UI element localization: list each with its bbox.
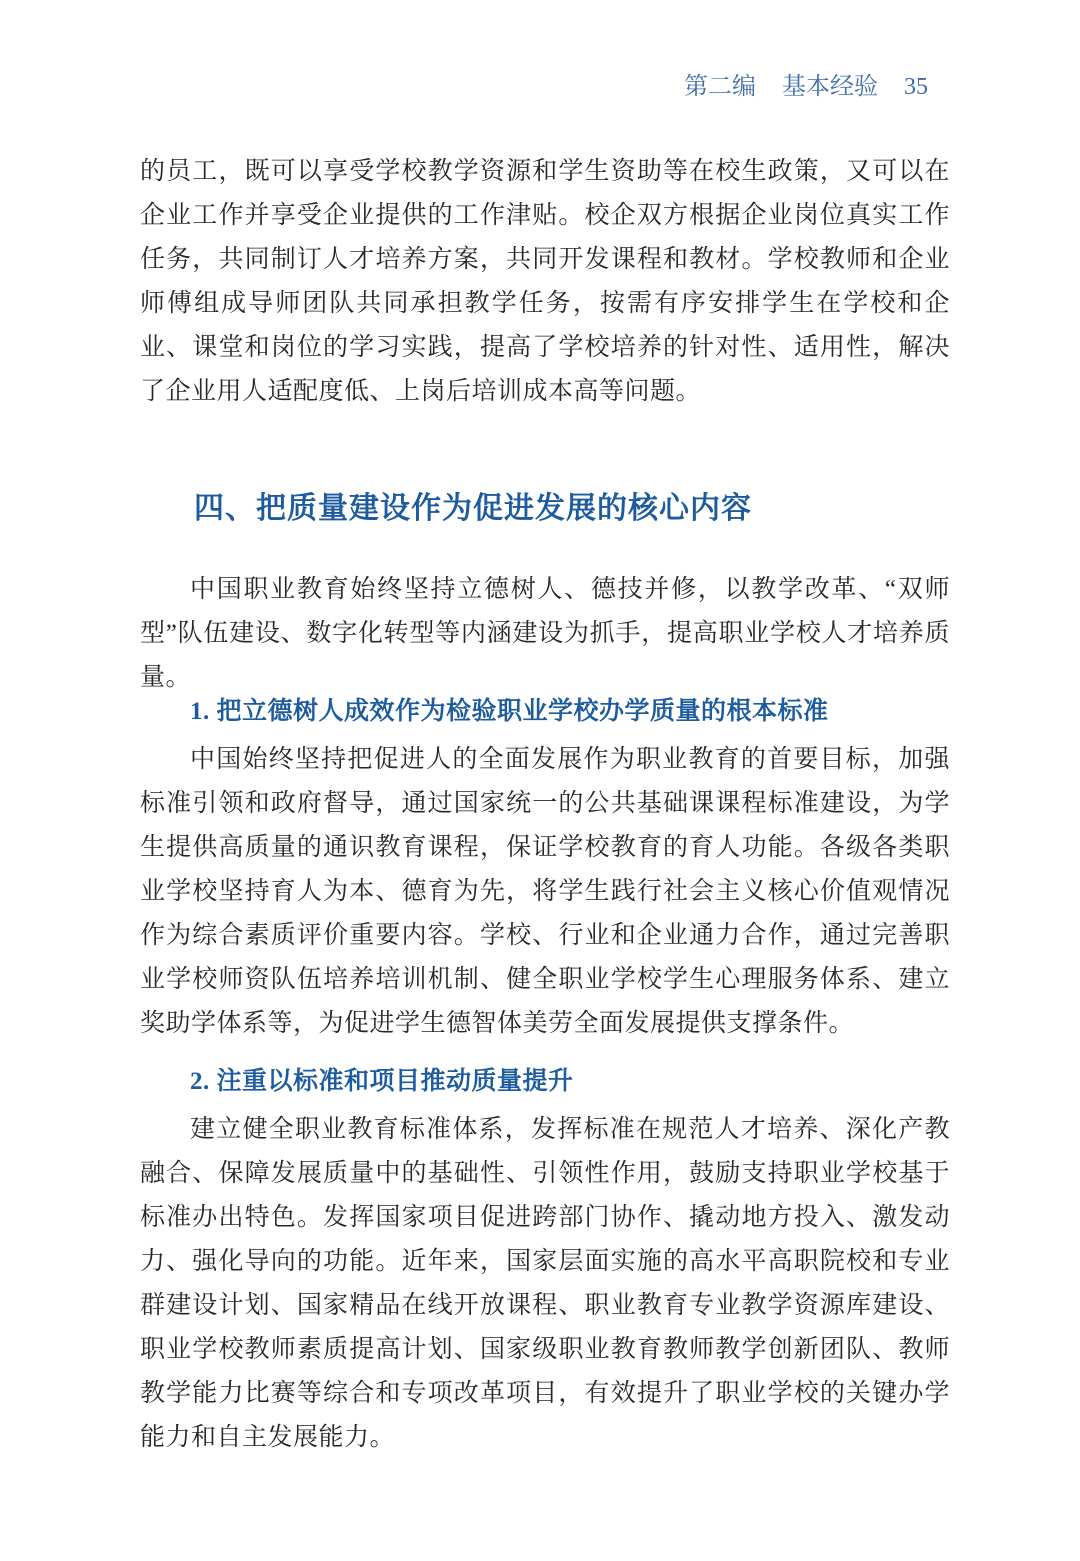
section-intro-paragraph: 中国职业教育始终坚持立德树人、德技并修，以教学改革、“双师型”队伍建设、数字化转型等内涵建设为抓手，提高职业学校人才培养质量。	[140, 576, 950, 691]
subsection-1-body: 中国始终坚持把促进人的全面发展作为职业教育的首要目标，加强标准引领和政府督导，通过国家统一的公共基础课课程标准建设，为学生提供高质量的通识教育课程，保证学校教育的育人功能。各级各类职业学校坚持育人为本、德育为先，将学生践行社会主义核心价值观情况作为综合素质评价重要内容。学校、行业和企业通力合作，通过完善职业学校师资队伍培养培训机制、健全职业学校学生心理服务体系、建立奖助学体系等，为促进学生德智体美劳全面发展提供支撑条件。	[140, 746, 950, 1037]
section-heading: 四、把质量建设作为促进发展的核心内容	[194, 492, 752, 525]
header-section-title: 基本经验	[782, 74, 878, 100]
header-section-label: 第二编	[684, 74, 756, 100]
subsection-1-heading: 1. 把立德树人成效作为检验职业学校办学质量的根本标准	[190, 698, 829, 725]
running-header	[140, 72, 928, 102]
subsection-2-heading: 2. 注重以标准和项目推动质量提升	[190, 1068, 574, 1095]
subsection-2-body: 建立健全职业教育标准体系，发挥标准在规范人才培养、深化产教融合、保障发展质量中的基础性、引领性作用，鼓励支持职业学校基于标准办出特色。发挥国家项目促进跨部门协作、撬动地方投入、激发动力、强化导向的功能。近年来，国家层面实施的高水平高职院校和专业群建设计划、国家精品在线开放课程、职业教育专业教学资源库建设、职业学校教师素质提高计划、国家级职业教育教师教学创新团队、教师教学能力比赛等综合和专项改革项目，有效提升了职业学校的关键办学能力和自主发展能力。	[140, 1116, 950, 1451]
paragraph-continuation: 的员工，既可以享受学校教学资源和学生资助等在校生政策，又可以在企业工作并享受企业提供的工作津贴。校企双方根据企业岗位真实工作任务，共同制订人才培养方案，共同开发课程和教材。学校教师和企业师傅组成导师团队共同承担教学任务，按需有序安排学生在学校和企业、课堂和岗位的学习实践，提高了学校培养的针对性、适用性，解决了企业用人适配度低、上岗后培训成本高等问题。	[140, 158, 950, 405]
page-number: 35	[904, 74, 928, 100]
